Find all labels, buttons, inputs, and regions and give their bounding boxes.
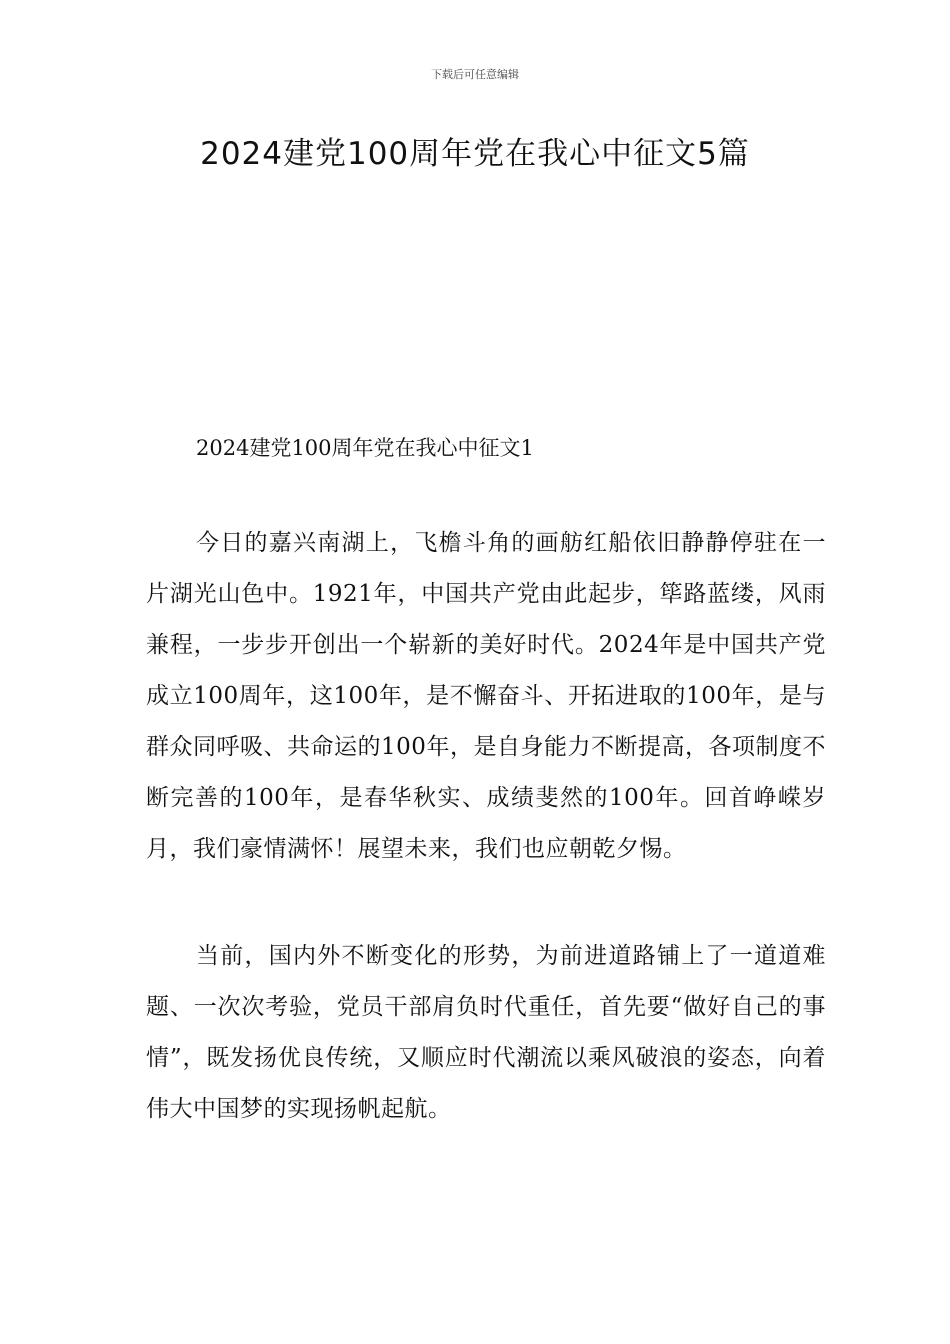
header-note: 下载后可任意编辑	[431, 68, 519, 81]
document-body	[146, 430, 826, 1191]
paragraph-1: 今日的嘉兴南湖上，飞檐斗角的画舫红船依旧静静停驻在一片湖光山色中。1921年，中国共产党由此起步，筚路蓝缕，风雨兼程，一步步开创出一个崭新的美好时代。2024年是中国共产党成立100周年，这100年，是不懈奋斗、开拓进取的100年，是与群众同呼吸、共命运的100年，是自身能力不断提高，各项制度不断完善的100年，是春华秋实、成绩斐然的100年。回首峥嵘岁月，我们豪情满怀！展望未来，我们也应朝乾夕惕。	[146, 530, 826, 862]
section-heading: 2024建党100周年党在我心中征文1	[196, 436, 534, 460]
document-title: 2024建党100周年党在我心中征文5篇	[200, 136, 750, 172]
paragraph-2: 当前，国内外不断变化的形势，为前进道路铺上了一道道难题、一次次考验，党员干部肩负时代重任，首先要“做好自己的事情”，既发扬优良传统，又顺应时代潮流以乘风破浪的姿态，向着伟大中国梦的实现扬帆起航。	[146, 943, 826, 1122]
